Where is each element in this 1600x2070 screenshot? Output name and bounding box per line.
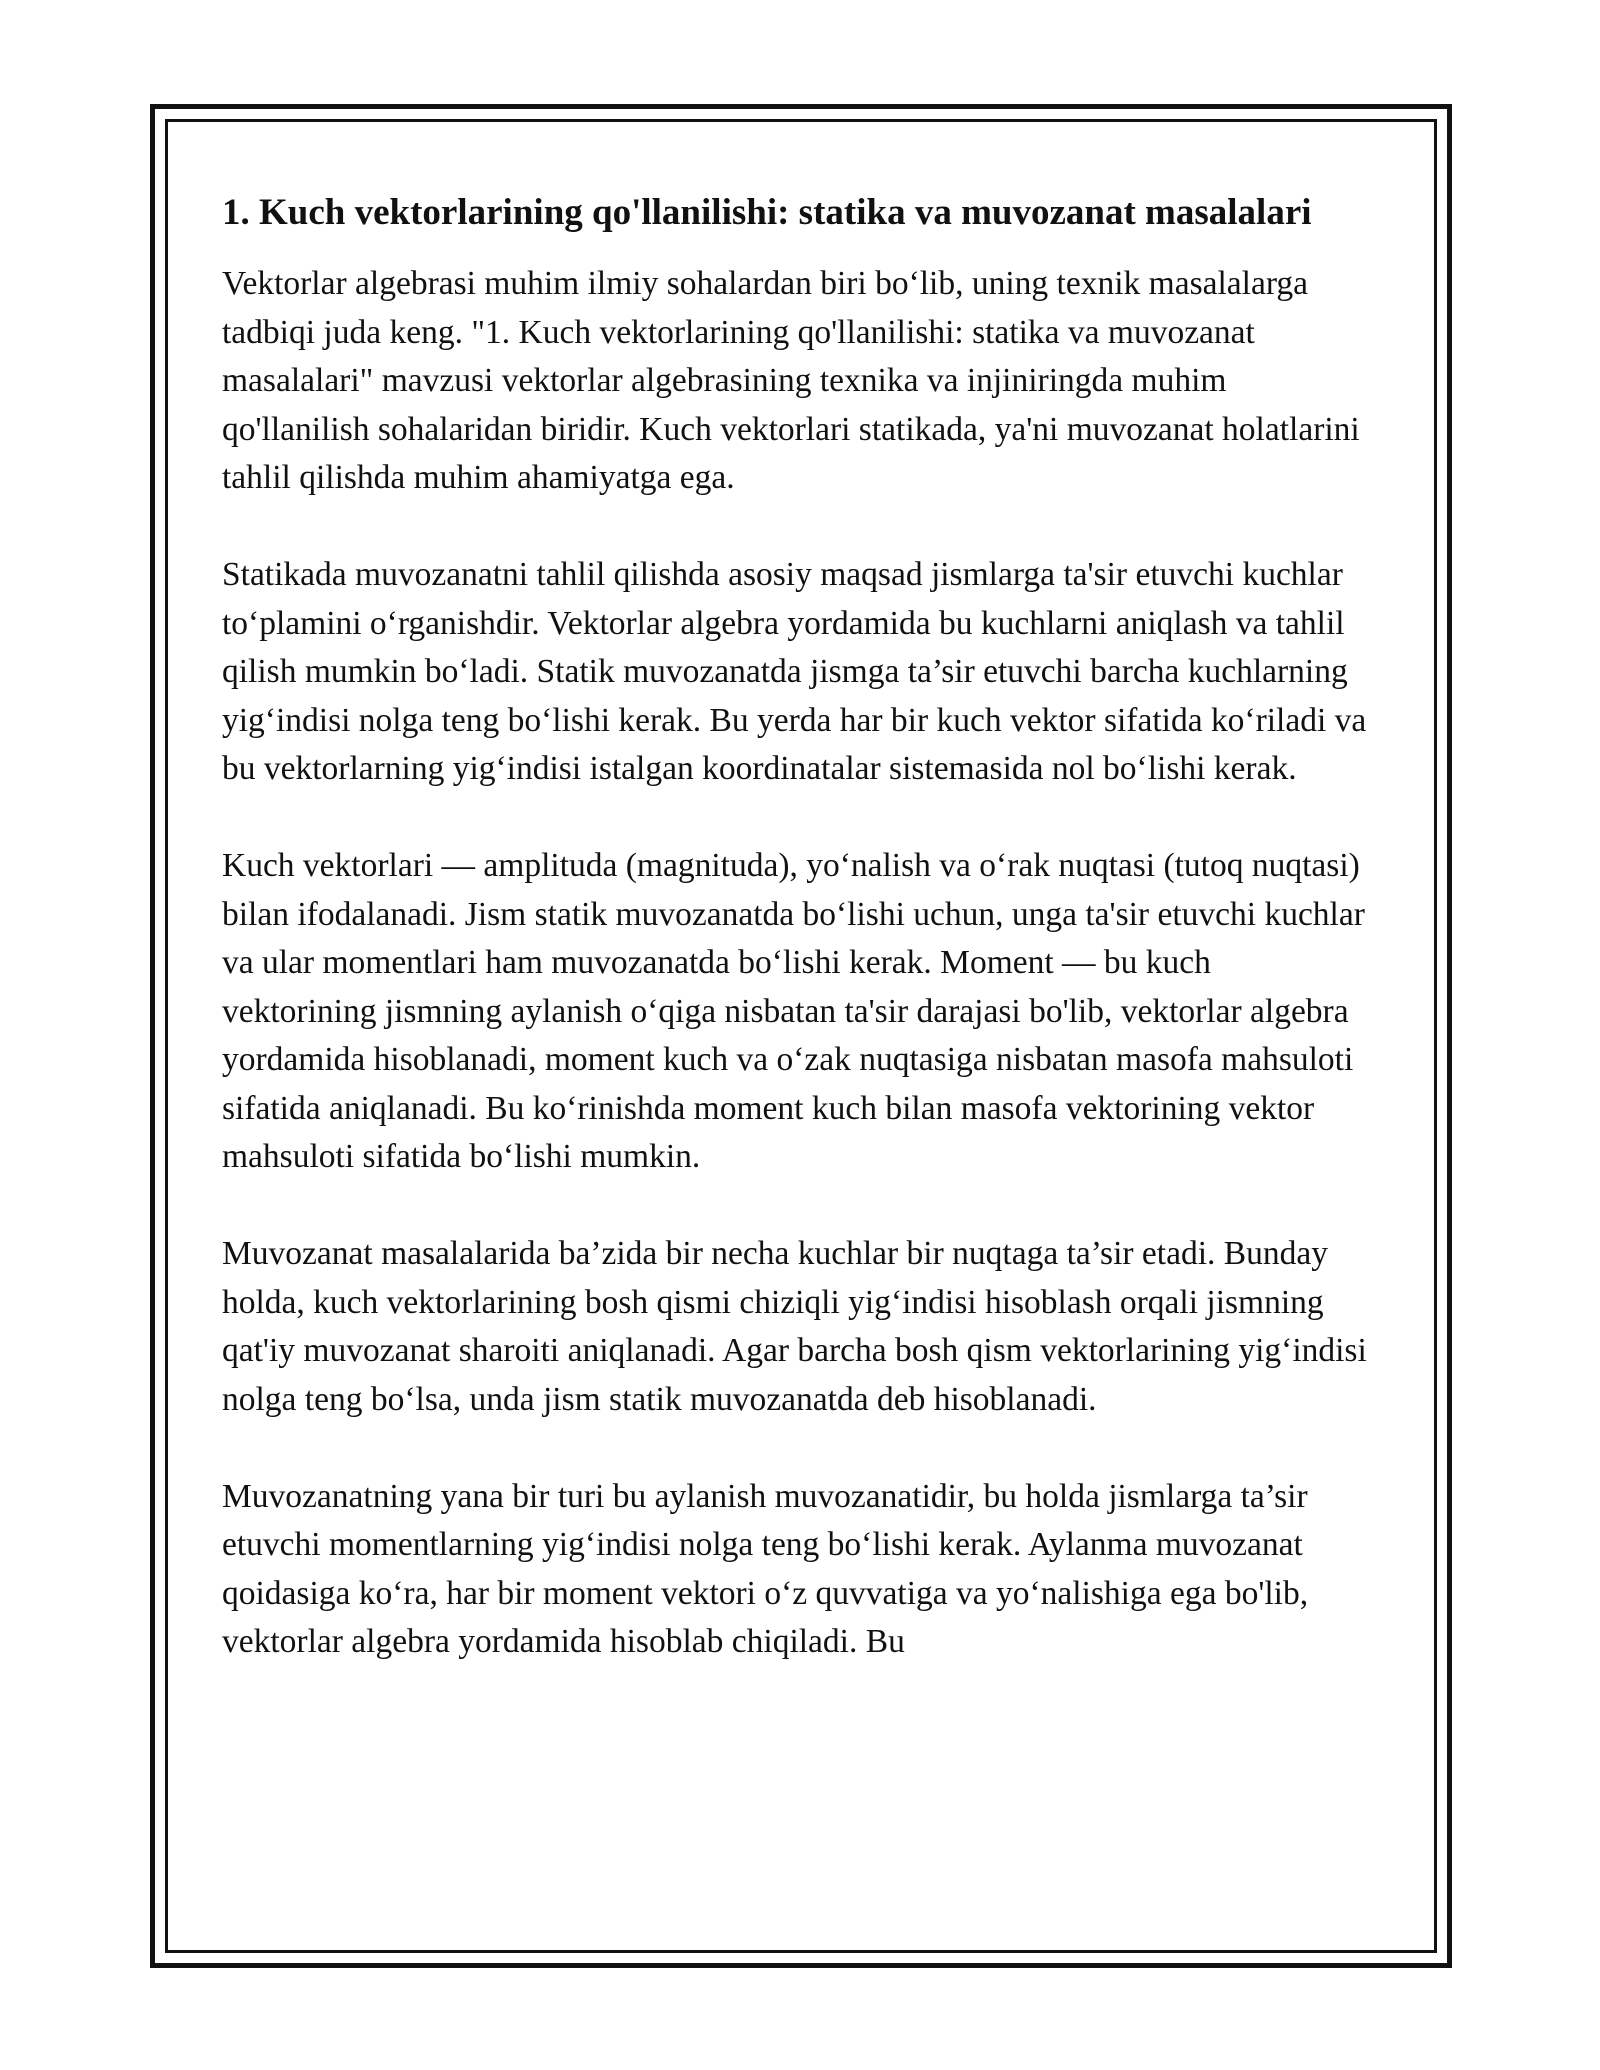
document-body	[222, 185, 1372, 1715]
paragraph-statics: Statikada muvozanatni tahlil qilishda asosiy maqsad jismlarga ta'sir etuvchi kuchlar to‘plamini o‘rganishdir. Vektorlar algebra yordamida bu kuchlarni aniqlash va tahlil qilish mumkin bo‘ladi. Statik muvozanatda jismga ta’sir etuvchi barcha kuchlarning yig‘indisi nolga teng bo‘lishi kerak. Bu yerda har bir kuch vektor sifatida ko‘riladi va bu vektorlarning yig‘indisi istalgan koordinatalar sistemasida nol bo‘lishi kerak.	[222, 556, 1367, 787]
paragraph-concurrent-forces: Muvozanat masalalarida ba’zida bir necha kuchlar bir nuqtaga ta’sir etadi. Bunday holda, kuch vektorlarining bosh qismi chiziqli yig‘indisi hisoblash orqali jismning qat'iy muvozanat sharoiti aniqlanadi. Agar barcha bosh qism vektorlarining yig‘indisi nolga teng bo‘lsa, unda jism statik muvozanatda deb hisoblanadi.	[222, 1235, 1367, 1418]
section-heading: 1. Kuch vektorlarining qo'llanilishi: statika va muvozanat masalalari	[222, 192, 1312, 233]
paragraph-intro: Vektorlar algebrasi muhim ilmiy sohalardan biri bo‘lib, uning texnik masalalarga tadbiqi juda keng. "1. Kuch vektorlarining qo'llanilishi: statika va muvozanat masalalari" mavzusi vektorlar algebrasining texnika va injiniringda muhim qo'llanilish sohalaridan biridir. Kuch vektorlari statikada, ya'ni muvozanat holatlarini tahlil qilishda muhim ahamiyatga ega.	[222, 265, 1360, 496]
paragraph-rotational-equilibrium: Muvozanatning yana bir turi bu aylanish muvozanatidir, bu holda jismlarga ta’sir etuvchi momentlarning yig‘indisi nolga teng bo‘lishi kerak. Aylanma muvozanat qoidasiga ko‘ra, har bir moment vektori o‘z quvvatiga va yo‘nalishiga ega bo'lib, vektorlar algebra yordamida hisoblab chiqiladi. Bu	[222, 1477, 1309, 1660]
paragraph-moment: Kuch vektorlari — amplituda (magnituda), yo‘nalish va o‘rak nuqtasi (tutoq nuqtasi) bilan ifodalanadi. Jism statik muvozanatda bo‘lishi uchun, unga ta'sir etuvchi kuchlar va ular momentlari ham muvozanatda bo‘lishi kerak. Moment — bu kuch vektorining jismning aylanish o‘qiga nisbatan ta'sir darajasi bo'lib, vektorlar algebra yordamida hisoblanadi, moment kuch va o‘zak nuqtasiga nisbatan masofa mahsuloti sifatida aniqlanadi. Bu ko‘rinishda moment kuch bilan masofa vektorining vektor mahsuloti sifatida bo‘lishi mumkin.	[222, 847, 1365, 1175]
